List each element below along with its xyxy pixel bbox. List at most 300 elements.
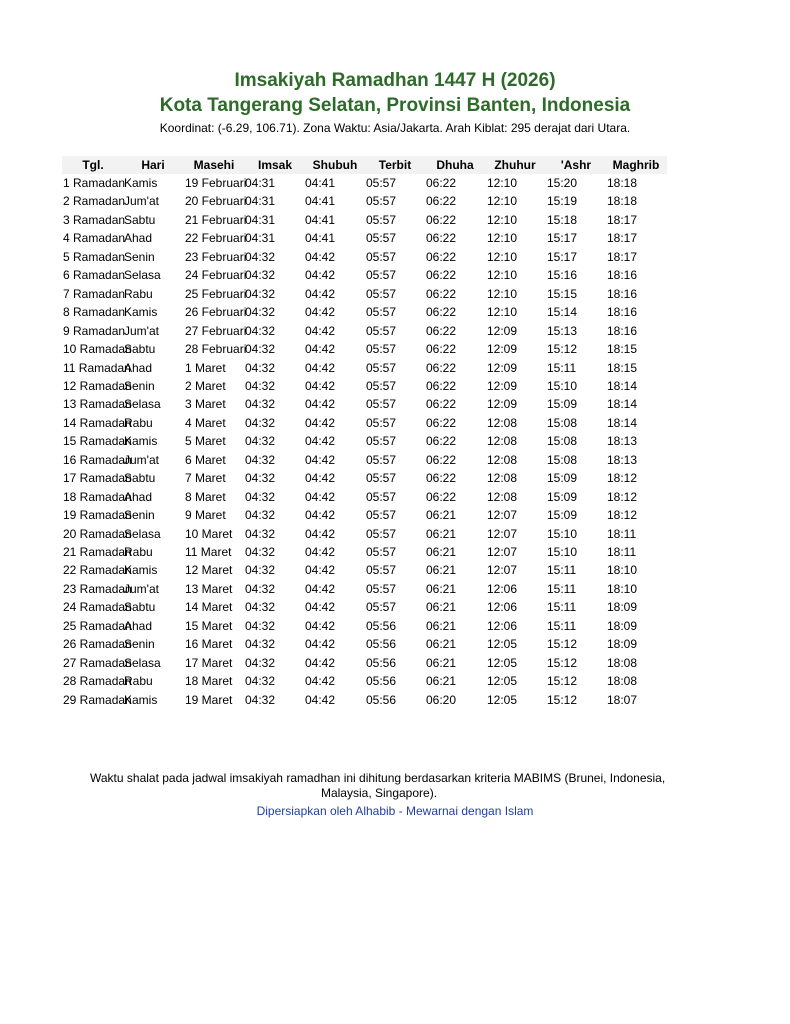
cell-zhuhur: 12:07 <box>487 508 518 523</box>
cell-terbit: 05:56 <box>366 674 397 689</box>
cell-terbit: 05:56 <box>366 692 397 707</box>
cell-shubuh: 04:42 <box>305 526 336 541</box>
cell-masehi: 12 Maret <box>185 563 233 578</box>
cell-imsak: 04:32 <box>245 360 276 375</box>
cell-shubuh: 04:42 <box>305 655 336 670</box>
cell-terbit: 05:57 <box>366 563 397 578</box>
cell-shubuh: 04:42 <box>305 489 336 504</box>
column-header-ashr: 'Ashr <box>560 158 592 172</box>
cell-masehi: 11 Maret <box>185 545 232 559</box>
cell-masehi: 7 Maret <box>185 471 226 486</box>
cell-imsak: 04:32 <box>245 268 276 283</box>
cell-terbit: 05:57 <box>366 231 397 246</box>
table-row <box>0 471 768 489</box>
cell-maghrib: 18:12 <box>607 471 638 486</box>
cell-terbit: 05:57 <box>366 545 397 559</box>
cell-ashr: 15:12 <box>547 655 578 670</box>
table-row <box>0 490 768 508</box>
cell-terbit: 05:57 <box>366 305 397 320</box>
cell-hari: Senin <box>124 378 155 393</box>
cell-imsak: 04:32 <box>245 655 276 670</box>
cell-masehi: 16 Maret <box>185 637 233 652</box>
cell-tgl: 7 Ramadan <box>63 286 126 301</box>
cell-hari: Sabtu <box>124 471 156 486</box>
cell-shubuh: 04:42 <box>305 415 336 430</box>
cell-shubuh: 04:42 <box>305 397 336 412</box>
cell-imsak: 04:32 <box>245 489 276 504</box>
cell-ashr: 15:09 <box>547 397 578 412</box>
cell-masehi: 19 Februari <box>185 176 247 190</box>
table-row <box>0 527 768 545</box>
cell-zhuhur: 12:07 <box>487 545 518 559</box>
cell-ashr: 15:09 <box>547 489 578 504</box>
cell-dhuha: 06:22 <box>426 378 457 393</box>
column-header-masehi: Masehi <box>193 158 235 172</box>
cell-ashr: 15:08 <box>547 434 578 449</box>
column-header-imsak: Imsak <box>257 158 293 172</box>
cell-tgl: 13 Ramadan <box>63 397 132 412</box>
cell-ashr: 15:19 <box>547 194 578 209</box>
cell-ashr: 15:12 <box>547 674 578 689</box>
cell-zhuhur: 12:06 <box>487 618 518 633</box>
column-header-maghrib: Maghrib <box>612 158 660 172</box>
cell-maghrib: 18:18 <box>607 194 638 209</box>
cell-tgl: 8 Ramadan <box>63 305 126 320</box>
cell-hari: Rabu <box>124 545 153 559</box>
cell-shubuh: 04:42 <box>305 674 336 689</box>
table-row <box>0 434 768 452</box>
table-row <box>0 600 768 618</box>
cell-shubuh: 04:42 <box>305 600 336 615</box>
cell-zhuhur: 12:08 <box>487 471 518 486</box>
cell-hari: Selasa <box>124 397 161 412</box>
cell-dhuha: 06:22 <box>426 249 457 264</box>
cell-ashr: 15:13 <box>547 323 578 338</box>
cell-hari: Sabtu <box>124 342 156 357</box>
cell-zhuhur: 12:09 <box>487 323 518 338</box>
cell-hari: Kamis <box>124 434 158 449</box>
cell-shubuh: 04:41 <box>305 231 336 246</box>
cell-terbit: 05:57 <box>366 415 397 430</box>
cell-masehi: 9 Maret <box>185 508 226 523</box>
cell-dhuha: 06:22 <box>426 323 457 338</box>
cell-tgl: 19 Ramadan <box>63 508 132 523</box>
table-row <box>0 194 768 212</box>
table-row <box>0 637 768 655</box>
cell-shubuh: 04:42 <box>305 323 336 338</box>
cell-hari: Kamis <box>124 563 158 578</box>
cell-masehi: 19 Maret <box>185 692 233 707</box>
cell-dhuha: 06:21 <box>426 655 457 670</box>
cell-masehi: 27 Februari <box>185 323 247 338</box>
cell-dhuha: 06:20 <box>426 692 457 707</box>
cell-terbit: 05:57 <box>366 360 397 375</box>
cell-tgl: 4 Ramadan <box>63 231 126 246</box>
cell-shubuh: 04:42 <box>305 692 336 707</box>
cell-maghrib: 18:16 <box>607 323 638 338</box>
cell-dhuha: 06:21 <box>426 581 457 596</box>
cell-imsak: 04:32 <box>245 471 276 486</box>
cell-terbit: 05:57 <box>366 323 397 338</box>
cell-zhuhur: 12:06 <box>487 581 518 596</box>
cell-ashr: 15:10 <box>547 526 578 541</box>
table-row <box>0 397 768 415</box>
cell-maghrib: 18:17 <box>607 212 638 227</box>
cell-terbit: 05:57 <box>366 249 397 264</box>
cell-maghrib: 18:09 <box>607 600 638 615</box>
cell-maghrib: 18:16 <box>607 268 638 283</box>
cell-imsak: 04:32 <box>245 563 276 578</box>
cell-ashr: 15:09 <box>547 471 578 486</box>
cell-imsak: 04:32 <box>245 692 276 707</box>
cell-tgl: 20 Ramadan <box>63 526 132 541</box>
cell-zhuhur: 12:09 <box>487 360 518 375</box>
cell-imsak: 04:32 <box>245 415 276 430</box>
cell-zhuhur: 12:09 <box>487 378 518 393</box>
footer-note-line1: Waktu shalat pada jadwal imsakiyah ramadhan ini dihitung berdasarkan kriteria MABIMS (Brunei, Indonesia, <box>90 771 666 785</box>
cell-ashr: 15:10 <box>547 378 578 393</box>
cell-ashr: 15:20 <box>547 176 578 190</box>
cell-imsak: 04:32 <box>245 618 276 633</box>
cell-zhuhur: 12:08 <box>487 452 518 467</box>
cell-imsak: 04:31 <box>245 212 276 227</box>
cell-hari: Selasa <box>124 655 161 670</box>
cell-terbit: 05:57 <box>366 378 397 393</box>
cell-terbit: 05:57 <box>366 526 397 541</box>
cell-masehi: 6 Maret <box>185 452 226 467</box>
cell-masehi: 17 Maret <box>185 655 233 670</box>
cell-tgl: 18 Ramadan <box>63 489 132 504</box>
cell-tgl: 3 Ramadan <box>63 212 126 227</box>
cell-shubuh: 04:42 <box>305 286 336 301</box>
cell-terbit: 05:57 <box>366 434 397 449</box>
cell-hari: Sabtu <box>124 212 156 227</box>
cell-imsak: 04:32 <box>245 378 276 393</box>
cell-hari: Selasa <box>124 268 161 283</box>
cell-imsak: 04:32 <box>245 545 276 559</box>
cell-zhuhur: 12:10 <box>487 176 518 190</box>
cell-dhuha: 06:22 <box>426 397 457 412</box>
cell-terbit: 05:57 <box>366 581 397 596</box>
page-subtitle-location: Kota Tangerang Selatan, Provinsi Banten, Indonesia <box>159 95 631 116</box>
cell-terbit: 05:57 <box>366 489 397 504</box>
table-row <box>0 416 768 434</box>
cell-maghrib: 18:17 <box>607 249 638 264</box>
cell-shubuh: 04:42 <box>305 581 336 596</box>
cell-shubuh: 04:42 <box>305 249 336 264</box>
column-header-hari: Hari <box>141 158 165 172</box>
cell-maghrib: 18:09 <box>607 618 638 633</box>
cell-zhuhur: 12:10 <box>487 249 518 264</box>
cell-maghrib: 18:11 <box>607 526 637 541</box>
cell-terbit: 05:57 <box>366 268 397 283</box>
cell-masehi: 20 Februari <box>185 194 247 209</box>
cell-masehi: 8 Maret <box>185 489 226 504</box>
cell-zhuhur: 12:05 <box>487 637 518 652</box>
table-row <box>0 305 768 323</box>
cell-imsak: 04:32 <box>245 452 276 467</box>
cell-ashr: 15:17 <box>547 249 578 264</box>
cell-ashr: 15:08 <box>547 452 578 467</box>
cell-masehi: 24 Februari <box>185 268 247 283</box>
cell-ashr: 15:12 <box>547 637 578 652</box>
cell-tgl: 21 Ramadan <box>63 545 132 559</box>
cell-tgl: 5 Ramadan <box>63 249 126 264</box>
cell-dhuha: 06:21 <box>426 526 457 541</box>
cell-imsak: 04:32 <box>245 508 276 523</box>
cell-ashr: 15:10 <box>547 545 578 559</box>
cell-tgl: 29 Ramadan <box>63 692 132 707</box>
cell-ashr: 15:09 <box>547 508 578 523</box>
cell-imsak: 04:32 <box>245 434 276 449</box>
table-row <box>0 287 768 305</box>
cell-masehi: 2 Maret <box>185 378 226 393</box>
cell-zhuhur: 12:06 <box>487 600 518 615</box>
cell-hari: Jum'at <box>124 194 159 209</box>
cell-imsak: 04:32 <box>245 526 276 541</box>
cell-maghrib: 18:16 <box>607 286 638 301</box>
cell-hari: Ahad <box>124 618 153 633</box>
table-row <box>0 250 768 268</box>
page-title: Imsakiyah Ramadhan 1447 H (2026) <box>234 70 556 91</box>
cell-hari: Sabtu <box>124 600 156 615</box>
column-header-tgl: Tgl. <box>82 158 104 172</box>
cell-zhuhur: 12:10 <box>487 286 518 301</box>
cell-dhuha: 06:21 <box>426 508 457 523</box>
cell-imsak: 04:32 <box>245 342 276 357</box>
cell-hari: Selasa <box>124 526 161 541</box>
cell-zhuhur: 12:08 <box>487 489 518 504</box>
cell-maghrib: 18:11 <box>607 545 637 559</box>
cell-tgl: 15 Ramadan <box>63 434 132 449</box>
cell-terbit: 05:57 <box>366 212 397 227</box>
cell-hari: Kamis <box>124 692 158 707</box>
cell-zhuhur: 12:08 <box>487 434 518 449</box>
cell-tgl: 11 Ramadan <box>63 360 131 375</box>
cell-imsak: 04:31 <box>245 176 276 190</box>
cell-maghrib: 18:14 <box>607 415 638 430</box>
cell-maghrib: 18:13 <box>607 452 638 467</box>
cell-dhuha: 06:22 <box>426 176 457 190</box>
table-row <box>0 324 768 342</box>
table-row <box>0 213 768 231</box>
cell-imsak: 04:32 <box>245 323 276 338</box>
cell-dhuha: 06:21 <box>426 618 457 633</box>
cell-dhuha: 06:22 <box>426 286 457 301</box>
cell-dhuha: 06:21 <box>426 674 457 689</box>
cell-maghrib: 18:18 <box>607 176 638 190</box>
cell-shubuh: 04:42 <box>305 342 336 357</box>
cell-dhuha: 06:22 <box>426 305 457 320</box>
footer-note-line2: Malaysia, Singapore). <box>320 786 438 800</box>
cell-zhuhur: 12:09 <box>487 342 518 357</box>
cell-dhuha: 06:22 <box>426 471 457 486</box>
cell-ashr: 15:18 <box>547 212 578 227</box>
cell-shubuh: 04:41 <box>305 212 336 227</box>
cell-dhuha: 06:22 <box>426 212 457 227</box>
cell-tgl: 25 Ramadan <box>63 618 132 633</box>
cell-dhuha: 06:22 <box>426 268 457 283</box>
cell-ashr: 15:16 <box>547 268 578 283</box>
table-row <box>0 582 768 600</box>
cell-dhuha: 06:22 <box>426 360 457 375</box>
cell-tgl: 6 Ramadan <box>63 268 126 283</box>
cell-tgl: 12 Ramadan <box>63 378 132 393</box>
cell-ashr: 15:11 <box>547 581 577 596</box>
cell-zhuhur: 12:05 <box>487 655 518 670</box>
cell-masehi: 21 Februari <box>185 212 247 227</box>
cell-zhuhur: 12:10 <box>487 268 518 283</box>
cell-hari: Rabu <box>124 286 153 301</box>
cell-ashr: 15:11 <box>547 360 577 375</box>
cell-maghrib: 18:07 <box>607 692 638 707</box>
cell-hari: Jum'at <box>124 323 159 338</box>
cell-terbit: 05:57 <box>366 452 397 467</box>
cell-maghrib: 18:08 <box>607 674 638 689</box>
cell-ashr: 15:12 <box>547 692 578 707</box>
cell-dhuha: 06:21 <box>426 545 457 559</box>
cell-masehi: 1 Maret <box>185 360 226 375</box>
cell-zhuhur: 12:10 <box>487 231 518 246</box>
cell-tgl: 28 Ramadan <box>63 674 132 689</box>
cell-terbit: 05:57 <box>366 397 397 412</box>
cell-shubuh: 04:42 <box>305 637 336 652</box>
cell-maghrib: 18:12 <box>607 489 638 504</box>
cell-tgl: 22 Ramadan <box>63 563 132 578</box>
cell-maghrib: 18:09 <box>607 637 638 652</box>
cell-tgl: 26 Ramadan <box>63 637 132 652</box>
cell-terbit: 05:57 <box>366 194 397 209</box>
cell-imsak: 04:32 <box>245 397 276 412</box>
cell-hari: Jum'at <box>124 452 159 467</box>
cell-terbit: 05:57 <box>366 600 397 615</box>
cell-masehi: 10 Maret <box>185 526 233 541</box>
cell-dhuha: 06:21 <box>426 637 457 652</box>
table-row <box>0 563 768 581</box>
cell-masehi: 18 Maret <box>185 674 233 689</box>
cell-imsak: 04:32 <box>245 581 276 596</box>
cell-tgl: 17 Ramadan <box>63 471 132 486</box>
cell-tgl: 23 Ramadan <box>63 581 132 596</box>
cell-hari: Ahad <box>124 360 153 375</box>
column-header-dhuha: Dhuha <box>436 158 474 172</box>
cell-shubuh: 04:42 <box>305 471 336 486</box>
cell-shubuh: 04:42 <box>305 434 336 449</box>
footer-note <box>90 771 668 801</box>
table-row <box>0 453 768 471</box>
cell-masehi: 26 Februari <box>185 305 247 320</box>
cell-imsak: 04:32 <box>245 600 276 615</box>
table-row <box>0 508 768 526</box>
cell-shubuh: 04:41 <box>305 176 336 190</box>
cell-maghrib: 18:10 <box>607 581 638 596</box>
cell-ashr: 15:17 <box>547 231 578 246</box>
cell-masehi: 4 Maret <box>185 415 226 430</box>
cell-masehi: 14 Maret <box>185 600 233 615</box>
cell-imsak: 04:32 <box>245 286 276 301</box>
cell-dhuha: 06:22 <box>426 415 457 430</box>
cell-ashr: 15:14 <box>547 305 578 320</box>
cell-dhuha: 06:21 <box>426 563 457 578</box>
cell-hari: Senin <box>124 249 155 264</box>
cell-maghrib: 18:15 <box>607 360 638 375</box>
table-row <box>0 693 768 711</box>
cell-shubuh: 04:42 <box>305 268 336 283</box>
cell-ashr: 15:11 <box>547 563 577 578</box>
cell-hari: Senin <box>124 508 155 523</box>
table-row <box>0 268 768 286</box>
cell-zhuhur: 12:09 <box>487 397 518 412</box>
table-row <box>0 231 768 249</box>
cell-masehi: 23 Februari <box>185 249 247 264</box>
cell-dhuha: 06:22 <box>426 489 457 504</box>
cell-hari: Kamis <box>124 305 158 320</box>
cell-masehi: 25 Februari <box>185 286 247 301</box>
cell-tgl: 14 Ramadan <box>63 415 132 430</box>
cell-hari: Ahad <box>124 489 153 504</box>
cell-tgl: 9 Ramadan <box>63 323 126 338</box>
cell-masehi: 15 Maret <box>185 618 233 633</box>
cell-zhuhur: 12:07 <box>487 563 518 578</box>
cell-ashr: 15:15 <box>547 286 578 301</box>
cell-dhuha: 06:22 <box>426 434 457 449</box>
cell-ashr: 15:11 <box>547 600 577 615</box>
cell-hari: Jum'at <box>124 581 159 596</box>
cell-imsak: 04:32 <box>245 305 276 320</box>
cell-masehi: 28 Februari <box>185 342 247 357</box>
cell-zhuhur: 12:10 <box>487 194 518 209</box>
cell-shubuh: 04:42 <box>305 545 336 559</box>
cell-ashr: 15:08 <box>547 415 578 430</box>
column-header-shubuh: Shubuh <box>312 158 358 172</box>
cell-maghrib: 18:10 <box>607 563 638 578</box>
cell-tgl: 1 Ramadan <box>63 176 126 190</box>
cell-masehi: 3 Maret <box>185 397 226 412</box>
cell-masehi: 22 Februari <box>185 231 247 246</box>
cell-hari: Senin <box>124 637 155 652</box>
cell-hari: Ahad <box>124 231 153 246</box>
cell-terbit: 05:56 <box>366 618 397 633</box>
cell-zhuhur: 12:07 <box>487 526 518 541</box>
cell-tgl: 16 Ramadan <box>63 452 132 467</box>
cell-zhuhur: 12:05 <box>487 674 518 689</box>
column-header-zhuhur: Zhuhur <box>494 158 536 172</box>
cell-terbit: 05:57 <box>366 286 397 301</box>
cell-shubuh: 04:41 <box>305 194 336 209</box>
table-row <box>0 176 768 194</box>
cell-maghrib: 18:14 <box>607 378 638 393</box>
cell-dhuha: 06:22 <box>426 194 457 209</box>
cell-ashr: 15:12 <box>547 342 578 357</box>
cell-maghrib: 18:13 <box>607 434 638 449</box>
cell-maghrib: 18:14 <box>607 397 638 412</box>
cell-maghrib: 18:17 <box>607 231 638 246</box>
cell-shubuh: 04:42 <box>305 618 336 633</box>
table-row <box>0 342 768 360</box>
cell-tgl: 2 Ramadan <box>63 194 126 209</box>
table-row <box>0 619 768 637</box>
cell-zhuhur: 12:08 <box>487 415 518 430</box>
cell-maghrib: 18:08 <box>607 655 638 670</box>
cell-tgl: 10 Ramadan <box>63 342 132 357</box>
cell-zhuhur: 12:05 <box>487 692 518 707</box>
cell-zhuhur: 12:10 <box>487 212 518 227</box>
footer-credit-link[interactable]: Dipersiapkan oleh Alhabib - Mewarnai dengan Islam <box>256 804 534 818</box>
table-row <box>0 361 768 379</box>
cell-maghrib: 18:16 <box>607 305 638 320</box>
cell-ashr: 15:11 <box>547 618 577 633</box>
cell-imsak: 04:32 <box>245 674 276 689</box>
